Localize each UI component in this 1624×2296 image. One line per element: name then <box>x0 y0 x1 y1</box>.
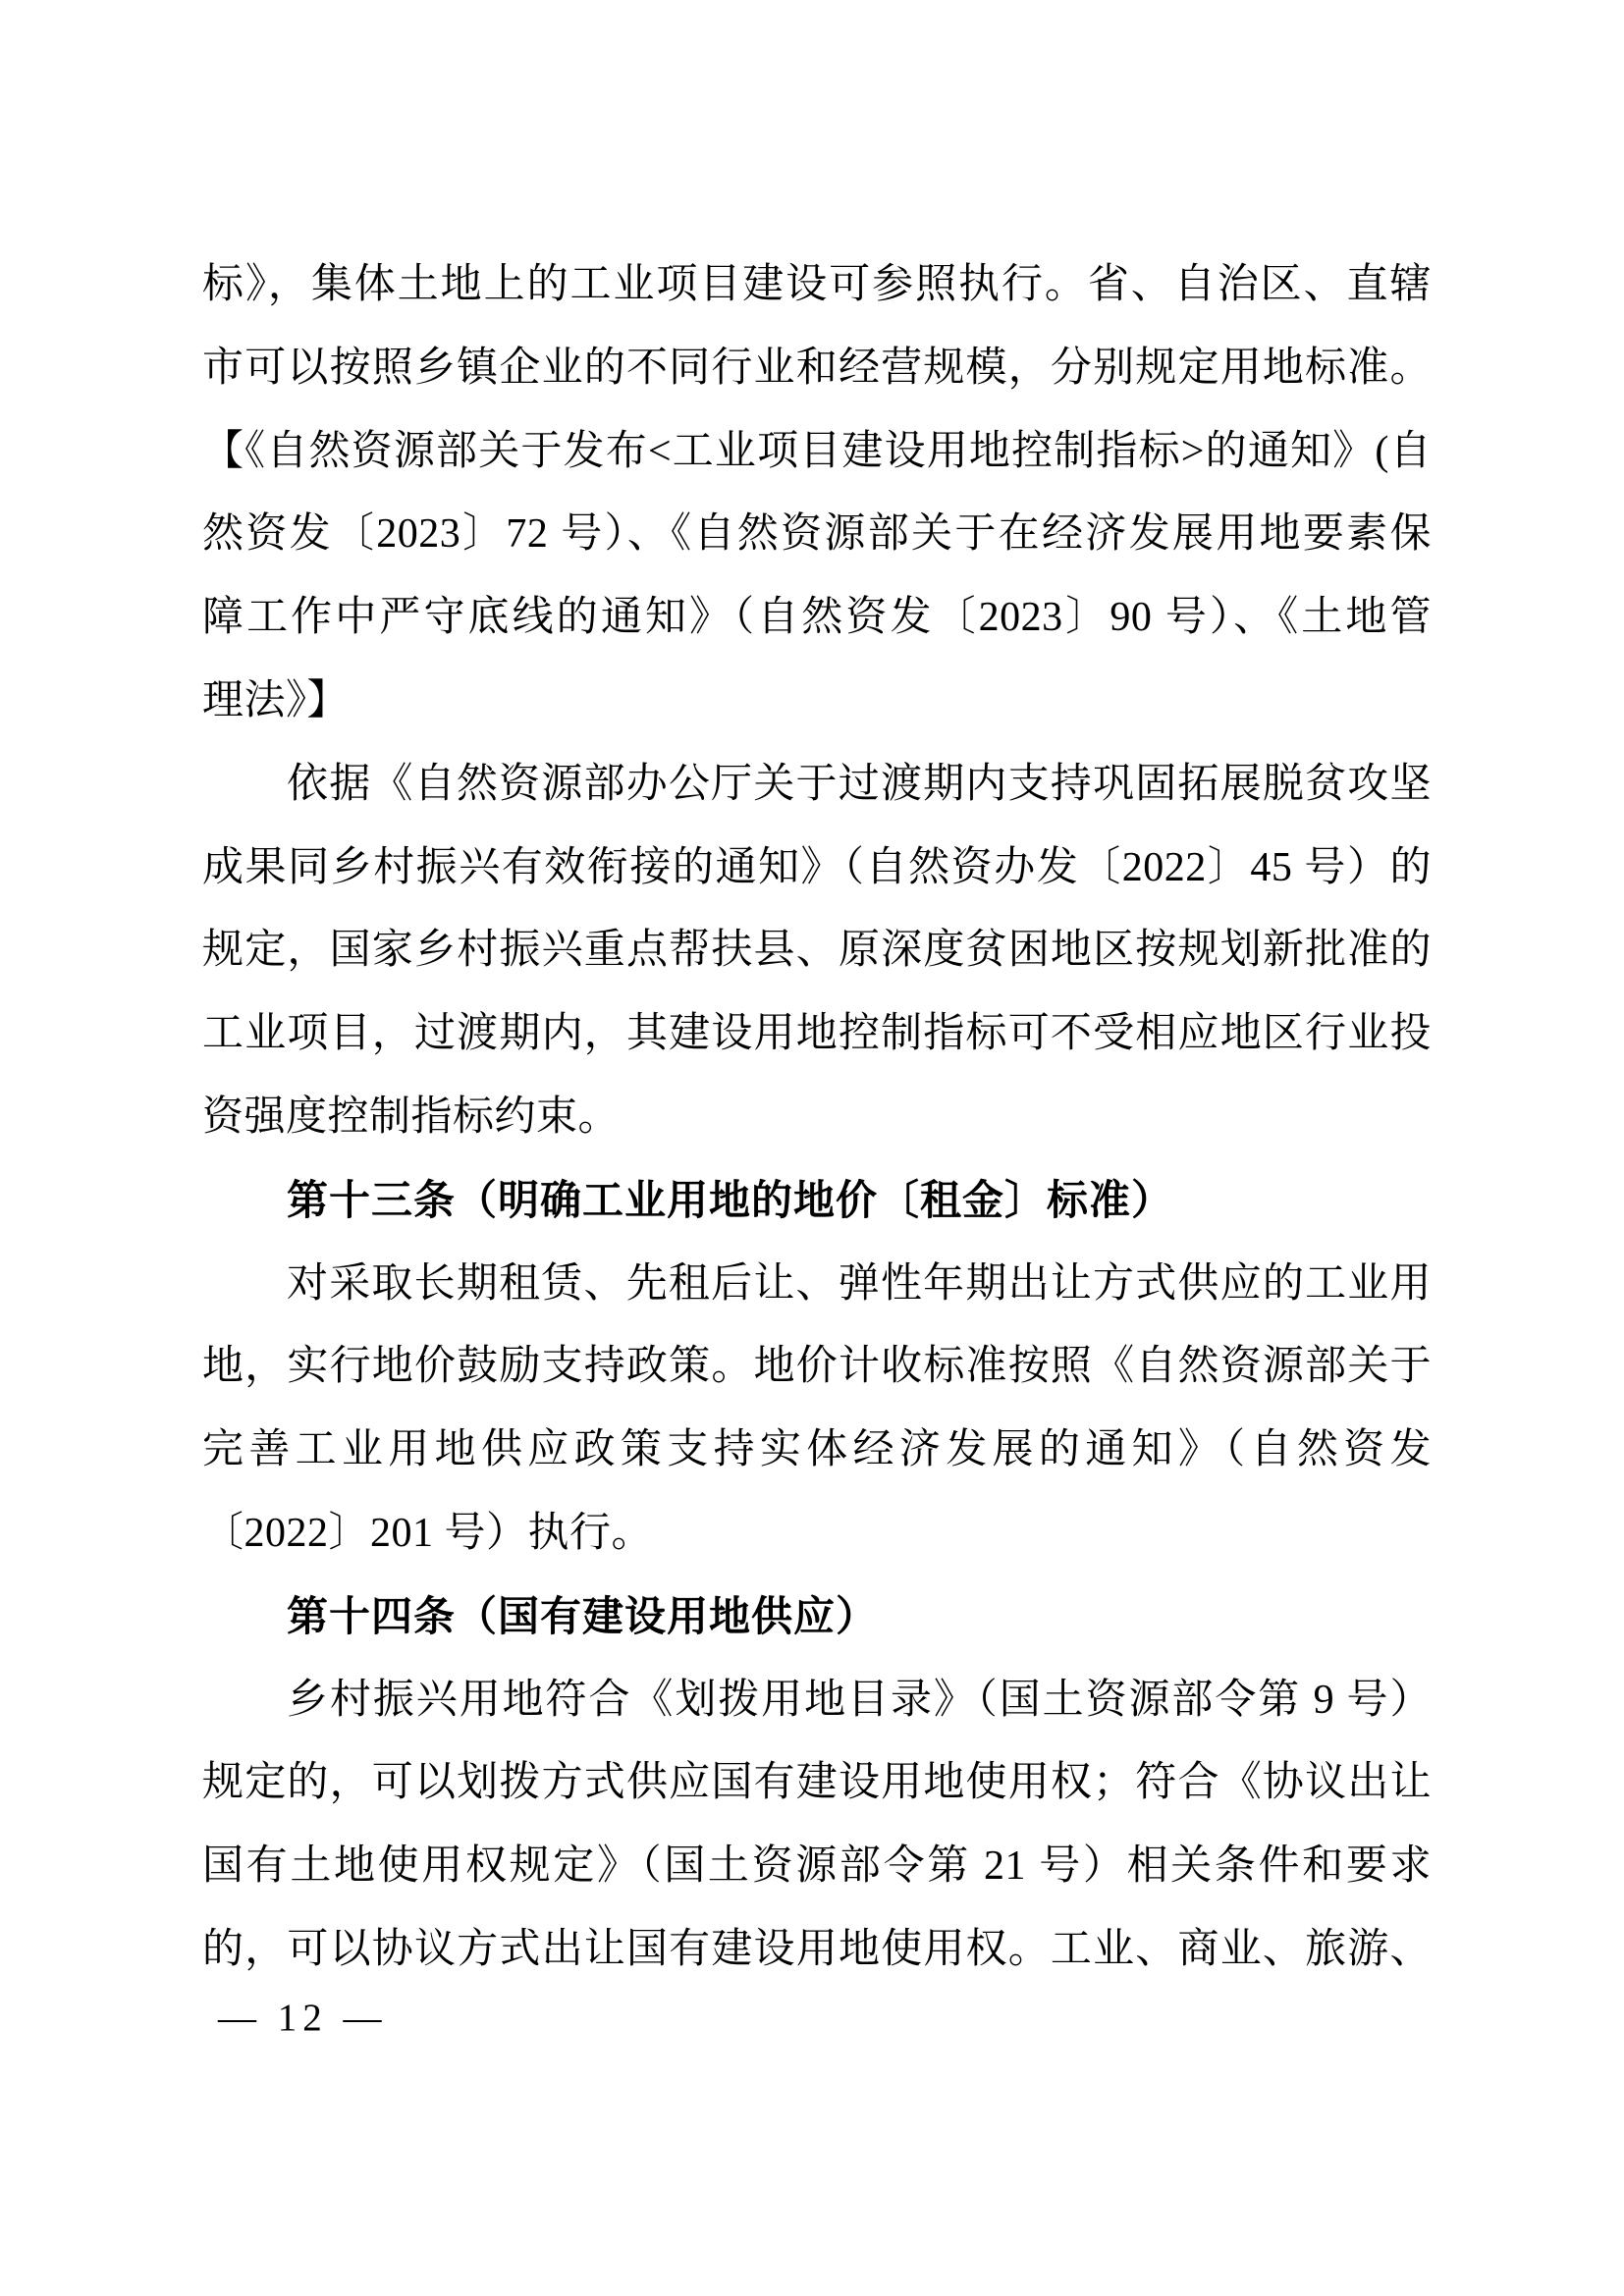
body-text-line: 规定的，可以划拨方式供应国有建设用地使用权；符合《协议出让 <box>202 1760 1432 1806</box>
body-text-line: 市可以按照乡镇企业的不同行业和经营规模，分别规定用地标准。 <box>202 345 1432 391</box>
body-text-line: 标》，集体土地上的工业项目建设可参照执行。省、自治区、直辖 <box>202 262 1432 307</box>
body-text-line: 对采取长期租赁、先租后让、弹性年期出让方式供应的工业用 <box>287 1260 1432 1307</box>
body-text-line: 规定，国家乡村振兴重点帮扶县、原深度贫困地区按规划新批准的 <box>202 928 1432 974</box>
body-text-line: 乡村振兴用地符合《划拨用地目录》（国土资源部令第 9 号） <box>287 1677 1432 1723</box>
body-text-line: 工业项目，过渡期内，其建设用地控制指标可不受相应地区行业投 <box>202 1011 1432 1057</box>
document-body <box>202 243 1432 1992</box>
body-text-line: 的，可以协议方式出让国有建设用地使用权。工业、商业、旅游、 <box>202 1926 1432 1972</box>
body-text-line: 成果同乡村振兴有效衔接的通知》（自然资办发〔2022〕45 号）的 <box>202 844 1432 890</box>
body-text-line: 【《自然资源部关于发布<工业项目建设用地控制指标>的通知》(自 <box>202 428 1432 474</box>
body-text-line: 地，实行地价鼓励支持政策。地价计收标准按照《自然资源部关于 <box>202 1344 1432 1390</box>
body-text-line: 障工作中严守底线的通知》（自然资发〔2023〕90 号）、《土地管 <box>202 595 1432 641</box>
body-text-line: 完善工业用地供应政策支持实体经济发展的通知》（自然资发 <box>202 1427 1432 1473</box>
body-text-line: 〔2022〕201 号）执行。 <box>202 1510 654 1556</box>
body-text-line: 然资发〔2023〕72 号）、《自然资源部关于在经济发展用地要素保 <box>202 511 1432 558</box>
body-text-line: 理法》】 <box>202 677 350 723</box>
article-heading-line: 第十三条（明确工业用地的地价〔租金〕标准） <box>287 1176 1174 1223</box>
body-text-line: 依据《自然资源部办公厅关于过渡期内支持巩固拓展脱贫攻坚 <box>287 761 1432 807</box>
body-text-line: 国有土地使用权规定》（国土资源部令第 21 号）相关条件和要求 <box>202 1843 1432 1890</box>
article-heading-line: 第十四条（国有建设用地供应） <box>287 1592 879 1639</box>
body-text-line: 资强度控制指标约束。 <box>202 1094 621 1140</box>
page-number: — 12 — <box>218 1997 388 2039</box>
